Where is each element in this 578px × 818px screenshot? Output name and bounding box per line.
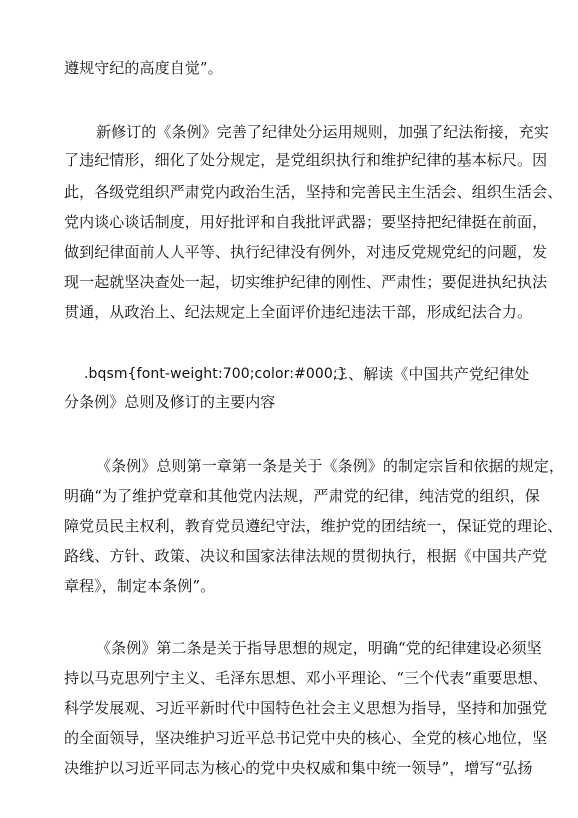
paragraph-2-line-6: 现一起就坚决查处一起，切实维护纪律的刚性、严肃性；要促进执纪执法 bbox=[64, 273, 548, 291]
paragraph-2-line-4: 党内谈心谈话制度，用好批评和自我批评武器；要坚持把纪律挺在前面， bbox=[64, 213, 548, 231]
css-fragment-text: .bqsm{font-weight:700;color:#000;} bbox=[84, 366, 347, 382]
paragraph-4-line-1: 《条例》总则第一章第一条是关于《条例》的制定宗旨和依据的规定， bbox=[96, 457, 565, 475]
section-heading-line-1: 二、解读《中国共产党纪律处 bbox=[333, 365, 530, 383]
paragraph-5-line-2: 持以马克思列宁主义、毛泽东思想、邓小平理论、“三个代表”重要思想、 bbox=[64, 669, 548, 687]
paragraph-5-line-1: 《条例》第二条是关于指导思想的规定，明确“党的纪律建设必须坚 bbox=[96, 639, 542, 657]
section-heading-line-2: 分条例》总则及修订的主要内容 bbox=[64, 393, 276, 411]
paragraph-5-line-3: 科学发展观、习近平新时代中国特色社会主义思想为指导，坚持和加强党 bbox=[64, 699, 548, 717]
paragraph-2-line-5: 做到纪律面前人人平等、执行纪律没有例外，对违反党规党纪的问题，发 bbox=[64, 243, 548, 261]
paragraph-5-line-5: 决维护以习近平同志为核心的党中央权威和集中统一领导”，增写“弘扬 bbox=[64, 759, 533, 777]
paragraph-2-line-3: 此，各级党组织严肃党内政治生活，坚持和完善民主生活会、组织生活会、 bbox=[64, 183, 563, 201]
paragraph-4-line-3: 障党员民主权利，教育党员遵纪守法，维护党的团结统一，保证党的理论、 bbox=[64, 517, 563, 535]
paragraph-2-line-2: 了违纪情形，细化了处分规定，是党组织执行和维护纪律的基本标尺。因 bbox=[64, 151, 548, 169]
paragraph-2-line-1: 新修订的《条例》完善了纪律处分运用规则，加强了纪法衔接，充实 bbox=[96, 123, 550, 141]
paragraph-5-line-4: 的全面领导，坚决维护习近平总书记党中央的核心、全党的核心地位，坚 bbox=[64, 729, 548, 747]
paragraph-4-line-4: 路线、方针、政策、决议和国家法律法规的贯彻执行，根据《中国共产党 bbox=[64, 547, 548, 565]
paragraph-4-line-5: 章程》，制定本条例”。 bbox=[64, 577, 216, 595]
paragraph-2-line-7: 贯通，从政治上、纪法规定上全面评价违纪违法干部，形成纪法合力。 bbox=[64, 303, 533, 321]
paragraph-1-line-1: 遵规守纪的高度自觉”。 bbox=[64, 59, 223, 77]
paragraph-4-line-2: 明确“为了维护党章和其他党内法规，严肃党的纪律，纯洁党的组织，保 bbox=[64, 487, 540, 505]
